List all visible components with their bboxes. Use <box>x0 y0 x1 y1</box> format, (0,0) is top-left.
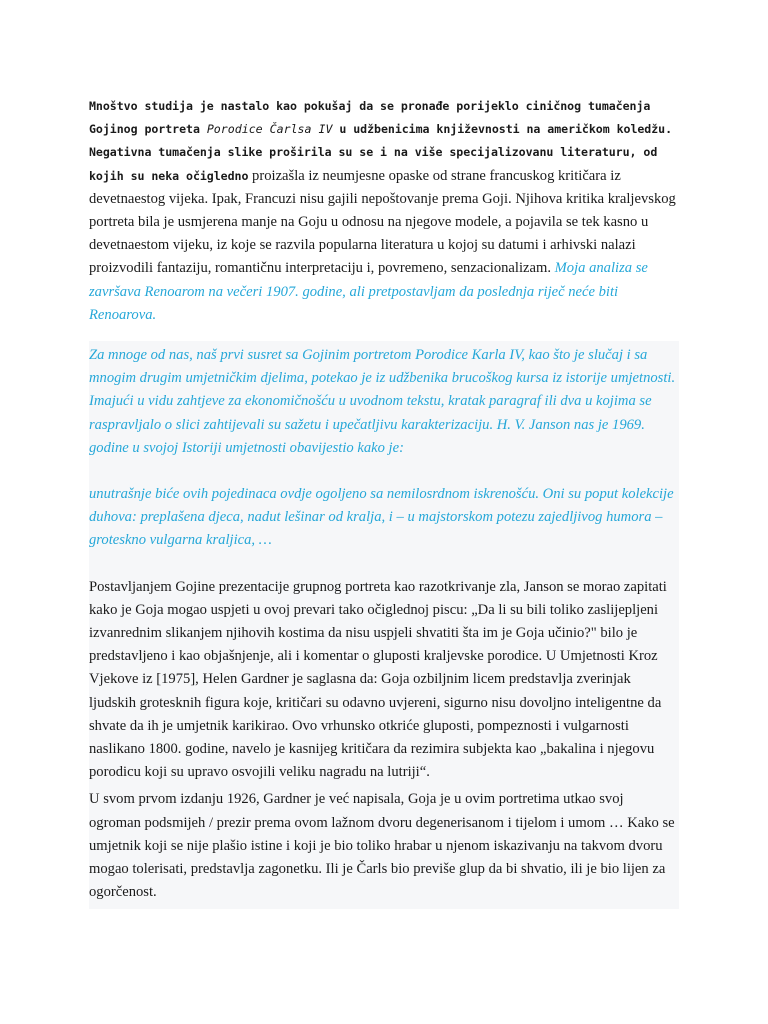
analysis-note: Moja analiza se završava Renoarom na večeri 1907. godine, ali pretpostavljam da poslednja riječ neće biti Renoarova. <box>89 260 648 323</box>
painting-title: Porodice Čarlsa IV <box>206 122 333 137</box>
intro-bold-text-end: u udžbenicima književnosti na američkom koledžu. Negativna tumačenja slike proširila su se i na više specijalizovanu literaturu, od kojih su neka očigledno <box>89 122 673 183</box>
janson-quote: unutrašnje biće ovih pojedinaca ovdje ogoljeno sa nemilosrdnom iskrenošću. Oni su poput kolekcije duhova: preplašena djeca, nadut lešinar od kralja, i – u majstorskom potezu zajedljivog humora – groteskno vulgarna kraljica, … <box>89 486 674 549</box>
quote-intro-paragraph: Za mnoge od nas, naš prvi susret sa Gojinim portretom Porodice Karla IV, kao što je slučaj i sa mnogim drugim umjetničkim djelima, potekao je iz udžbenika brucoškog kursa iz istorije umjetnosti. Imajući u vidu zahtjeve za ekonomičnošću u uvodnom tekstu, kratak paragraf ili dva u kojima se raspravljalo o slici zahtijevali su sažetu i upečatljivu karakterizaciju. H. V. Janson nas je 1969. godine u svojoj Istoriji umjetnosti obavijestio kako je: <box>89 347 676 456</box>
document-body <box>89 95 679 909</box>
intro-paragraph <box>89 95 679 327</box>
gardner-paragraph: U svom prvom izdanju 1926, Gardner je već napisala, Goja je u ovim portretima utkao svoj ogroman podsmijeh / prezir prema ovom lažnom dvoru degenerisanom i tijelom i umom … Kako se umjetnik koji se nije plašio istine i koji je bio toliko hrabar u njenom iskazivanju na takvom dvoru mogao tolerisati, predstavlja zagonetku. Ili je Čarls bio previše glup da bi shvatio, ili je bio lijen za ogorčenost. <box>89 791 675 901</box>
intro-bold-text: Mnoštvo studija je nastalo kao pokušaj da se pronađe porijeklo ciničnog tumačenja Gojinog portreta <box>89 99 651 137</box>
quote-block <box>89 341 679 908</box>
intro-serif-text: proizašla iz neumjesne opaske od strane francuskog kritičara iz devetnaestog vijeka. Ipak, Francuzi nisu gajili nepoštovanje prema Goji. Njihova kritika kraljevskog portreta bila je usmjerena manje na Goju u odnosu na njegove modele, a pojavila se tek kasno u devetnaestom vijeku, iz koje se razvila popularna literatura u kojoj su datumi i arhivski nalazi proizvodili fantaziju, romantičnu interpretaciju i, povremeno, senzacionalizam. <box>89 167 676 277</box>
janson-discussion-paragraph: Postavljanjem Gojine prezentacije grupnog portreta kao razotkrivanje zla, Janson se morao zapitati kako je Goja mogao uspjeti u ovoj prevari tako očiglednoj piscu: „Da li su bili toliko zaslijepljeni izvanrednim slikanjem njihovih kostima da nisu uspjeli shvatiti šta im je Goja učinio?" bilo je predstavljeno i kao objašnjenje, ali i komentar o gluposti kraljevske porodice. U Umjetnosti Kroz Vjekove iz [1975], Helen Gardner je saglasna da: Goja ozbiljnim licem predstavlja zverinjak ljudskih grotesknih figura koje, kritičari su odavno uvjereni, sigurno nisu dovoljno inteligentne da shvate da ih je umjetnik karikirao. Ovo vrhunsko otkriće gluposti, pompeznosti i vulgarnosti naslikano 1800. godine, navelo je kasnijeg kritičara da rezimira subjekta kao „bakalina i njegovu porodicu koji su upravo osvojili veliku nagradu na lutriji“. <box>89 578 667 781</box>
